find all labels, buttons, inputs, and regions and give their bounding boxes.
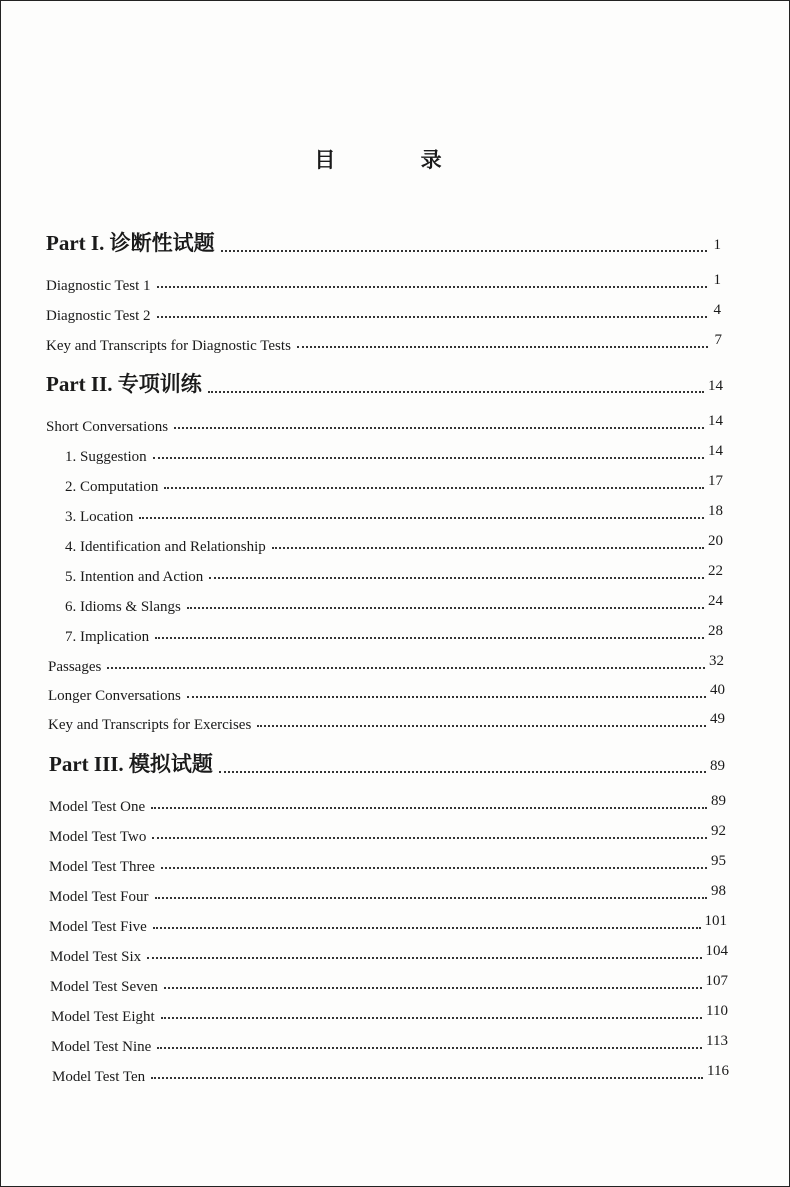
toc-page-number: 89 bbox=[710, 758, 725, 774]
toc-entry[interactable] bbox=[49, 816, 726, 844]
leader-dots bbox=[209, 576, 704, 579]
toc-part-3[interactable] bbox=[49, 750, 725, 778]
toc-page-number: 1 bbox=[713, 272, 721, 288]
toc-page-number: 14 bbox=[708, 443, 723, 459]
toc-entry-label: Diagnostic Test 2 bbox=[46, 308, 151, 324]
leader-dots bbox=[157, 315, 708, 318]
toc-entry[interactable] bbox=[65, 466, 723, 494]
toc-entry-label: Model Test Five bbox=[49, 919, 147, 935]
toc-entry-label: Model Test Two bbox=[49, 829, 147, 845]
toc-entry[interactable] bbox=[65, 436, 723, 464]
toc-entry-label: Model Test Seven bbox=[50, 979, 158, 995]
toc-page-number: 32 bbox=[709, 653, 724, 669]
toc-entry[interactable] bbox=[49, 786, 726, 814]
toc-entry[interactable] bbox=[49, 876, 726, 904]
toc-page-number: 98 bbox=[711, 883, 726, 899]
leader-dots bbox=[219, 770, 706, 773]
toc-entry[interactable] bbox=[51, 1026, 728, 1054]
toc-entry-label: Model Test Ten bbox=[52, 1069, 146, 1085]
toc-entry-label: 5. Intention and Action bbox=[65, 569, 204, 585]
leader-dots bbox=[151, 806, 707, 809]
leader-dots bbox=[257, 724, 706, 727]
toc-entry-label: Model Test Eight bbox=[51, 1009, 155, 1025]
toc-page-number: 107 bbox=[705, 973, 728, 989]
toc-entry[interactable] bbox=[65, 556, 723, 584]
toc-part-heading: Part II. 专项训练 bbox=[46, 372, 202, 396]
toc-entry-label: 6. Idioms & Slangs bbox=[65, 599, 181, 615]
toc-page-number: 20 bbox=[708, 533, 723, 549]
toc-page-number: 14 bbox=[708, 413, 723, 429]
toc-entry-label: 3. Location bbox=[65, 509, 134, 525]
toc-entry-label: Passages bbox=[48, 659, 102, 675]
toc-page-number: 1 bbox=[713, 237, 721, 253]
toc-page-number: 22 bbox=[708, 563, 723, 579]
leader-dots bbox=[155, 896, 707, 899]
leader-dots bbox=[107, 666, 705, 669]
toc-entry-label: Model Test One bbox=[49, 799, 146, 815]
leader-dots bbox=[157, 1046, 702, 1049]
toc-entry-label: 7. Implication bbox=[65, 629, 150, 645]
toc-entry[interactable] bbox=[46, 406, 723, 434]
leader-dots bbox=[174, 426, 704, 429]
toc-part-heading: Part I. 诊断性试题 bbox=[46, 231, 215, 255]
toc-entry[interactable] bbox=[46, 295, 721, 323]
toc-entry[interactable] bbox=[65, 496, 723, 524]
leader-dots bbox=[157, 285, 708, 288]
toc-page-number: 104 bbox=[705, 943, 728, 959]
leader-dots bbox=[161, 1016, 702, 1019]
leader-dots bbox=[221, 249, 707, 252]
leader-dots bbox=[153, 456, 704, 459]
toc-page-number: 110 bbox=[706, 1003, 728, 1019]
toc-entry-label: Longer Conversations bbox=[48, 688, 181, 704]
toc-entry[interactable] bbox=[65, 586, 723, 614]
toc-entry[interactable] bbox=[48, 646, 724, 674]
toc-entry-label: Model Test Three bbox=[49, 859, 155, 875]
toc-entry[interactable] bbox=[48, 675, 725, 703]
toc-entry-label: Model Test Six bbox=[50, 949, 142, 965]
leader-dots bbox=[187, 606, 704, 609]
toc-part-1[interactable] bbox=[46, 229, 721, 257]
toc-page-number: 101 bbox=[704, 913, 727, 929]
toc-entry-label: Model Test Nine bbox=[51, 1039, 152, 1055]
toc-entry[interactable] bbox=[48, 704, 725, 732]
leader-dots bbox=[187, 695, 706, 698]
toc-page-number: 113 bbox=[706, 1033, 728, 1049]
leader-dots bbox=[272, 546, 704, 549]
toc-entry[interactable] bbox=[50, 966, 728, 994]
leader-dots bbox=[164, 486, 704, 489]
toc-page-number: 28 bbox=[708, 623, 723, 639]
toc-entry[interactable] bbox=[50, 936, 728, 964]
leader-dots bbox=[152, 836, 707, 839]
toc-entry[interactable] bbox=[51, 996, 728, 1024]
leader-dots bbox=[151, 1076, 703, 1079]
toc-page-number: 14 bbox=[708, 378, 723, 394]
toc-page-number: 92 bbox=[711, 823, 726, 839]
toc-page-number: 40 bbox=[710, 682, 725, 698]
toc-entry-label: Diagnostic Test 1 bbox=[46, 278, 151, 294]
toc-page-number: 4 bbox=[713, 302, 721, 318]
toc-page-number: 49 bbox=[710, 711, 725, 727]
toc-entry[interactable] bbox=[65, 526, 723, 554]
toc-entry[interactable] bbox=[46, 325, 722, 353]
toc-part-2[interactable] bbox=[46, 370, 723, 398]
toc-entry[interactable] bbox=[46, 265, 721, 293]
toc-page-number: 24 bbox=[708, 593, 723, 609]
toc-entry[interactable] bbox=[65, 616, 723, 644]
toc-page-number: 89 bbox=[711, 793, 726, 809]
leader-dots bbox=[147, 956, 701, 959]
toc-page-number: 17 bbox=[708, 473, 723, 489]
leader-dots bbox=[139, 516, 704, 519]
leader-dots bbox=[208, 390, 704, 393]
toc-entry-label: Key and Transcripts for Exercises bbox=[48, 717, 252, 733]
toc-page-number: 7 bbox=[714, 332, 722, 348]
leader-dots bbox=[161, 866, 707, 869]
toc-page-number: 18 bbox=[708, 503, 723, 519]
page-title: 目 录 bbox=[314, 148, 482, 172]
leader-dots bbox=[164, 986, 702, 989]
toc-entry[interactable] bbox=[49, 846, 726, 874]
toc-entry-label: 4. Identification and Relationship bbox=[65, 539, 266, 555]
toc-entry[interactable] bbox=[52, 1056, 729, 1084]
toc-entry-label: Key and Transcripts for Diagnostic Tests bbox=[46, 338, 291, 354]
toc-entry-label: Short Conversations bbox=[46, 419, 169, 435]
leader-dots bbox=[297, 345, 708, 348]
leader-dots bbox=[153, 926, 701, 929]
toc-entry[interactable] bbox=[49, 906, 727, 934]
toc-entry-label: Model Test Four bbox=[49, 889, 149, 905]
toc-entry-label: 2. Computation bbox=[65, 479, 159, 495]
toc-page-number: 116 bbox=[707, 1063, 729, 1079]
toc-part-heading: Part III. 模拟试题 bbox=[49, 752, 213, 776]
toc-page-number: 95 bbox=[711, 853, 726, 869]
toc-entry-label: 1. Suggestion bbox=[65, 449, 147, 465]
leader-dots bbox=[155, 636, 704, 639]
